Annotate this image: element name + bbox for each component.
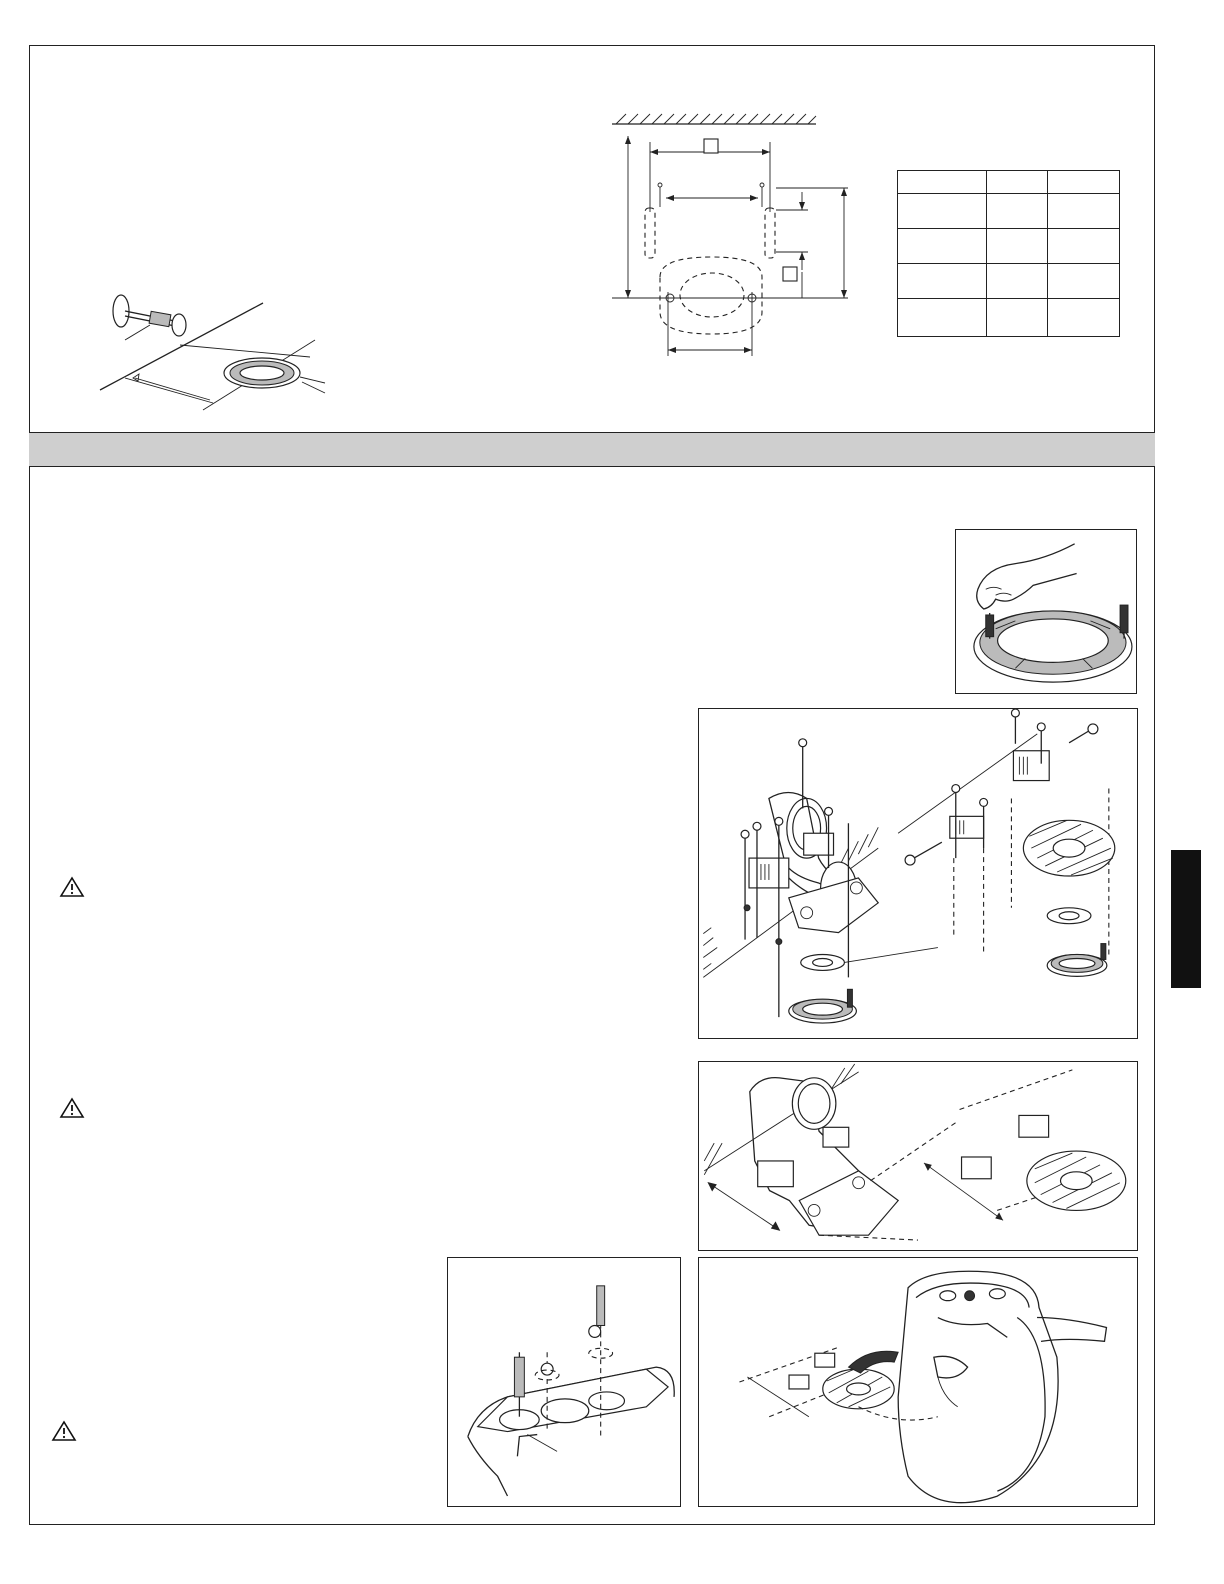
tank-bolt-assembly-panel: [447, 1257, 681, 1507]
table-cell: [898, 264, 987, 299]
table-row: [898, 264, 1120, 299]
warning-triangle-icon: [59, 1097, 85, 1119]
warning-triangle-icon: [59, 876, 85, 898]
table-cell: [987, 299, 1048, 337]
table-cell: [898, 299, 987, 337]
table-cell: [1048, 264, 1120, 299]
table-cell: [898, 229, 987, 264]
exploded-elbow-assembly-panel: [698, 708, 1138, 1039]
anchor-bolt-drawing: [95, 285, 345, 415]
section-side-tab: [1171, 850, 1201, 988]
table-cell: [898, 194, 987, 229]
installed-elbow-panel: [698, 1061, 1138, 1251]
table-cell: [987, 264, 1048, 299]
table-row: [898, 194, 1120, 229]
dimension-table: [897, 170, 1120, 337]
table-cell: [898, 171, 987, 194]
table-cell: [987, 194, 1048, 229]
table-row: [898, 299, 1120, 337]
bowl-placement-panel: [698, 1257, 1138, 1507]
section-header-band: [29, 432, 1155, 467]
warning-triangle-icon: [51, 1420, 77, 1442]
table-row: [898, 229, 1120, 264]
table-cell: [1048, 229, 1120, 264]
table-cell: [1048, 194, 1120, 229]
table-cell: [987, 229, 1048, 264]
table-row: [898, 171, 1120, 194]
mounting-layout-drawing: [612, 112, 857, 367]
flange-ring-placement-panel: [955, 529, 1137, 694]
table-cell: [1048, 171, 1120, 194]
table-cell: [987, 171, 1048, 194]
table-cell: [1048, 299, 1120, 337]
